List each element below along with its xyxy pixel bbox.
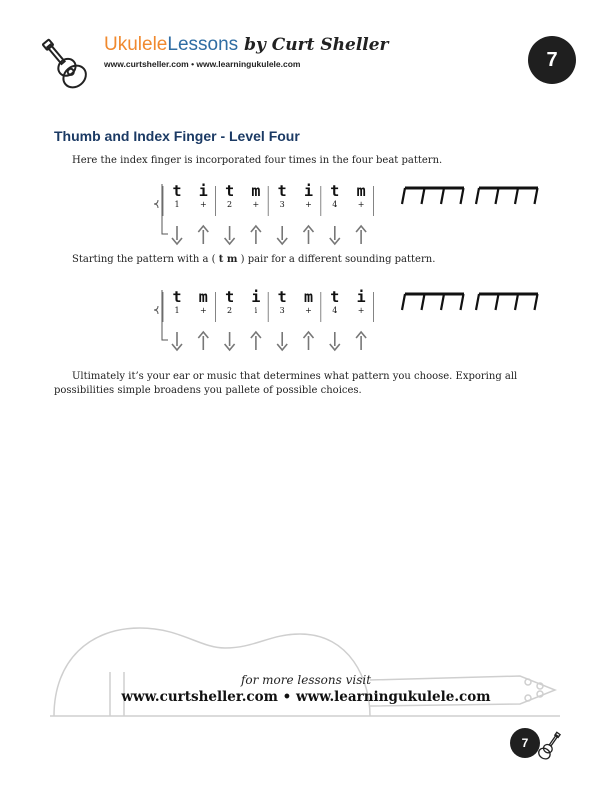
rhythm-stem bbox=[441, 294, 444, 310]
beat-4 bbox=[243, 288, 269, 316]
beat-5 bbox=[269, 182, 295, 210]
beat-8 bbox=[348, 288, 374, 316]
rhythm-stem bbox=[535, 188, 538, 204]
paragraph-conclusion: Ultimately it’s your ear or music that determines what pattern you choose. Exporing all possibilities simple broadens you pallete of possible choices. bbox=[54, 371, 518, 396]
finger-letter: i bbox=[198, 182, 208, 200]
header-urls: www.curtsheller.com • www.learningukulele.com bbox=[104, 59, 301, 69]
beat-count: + bbox=[305, 200, 312, 209]
rhythm-stem bbox=[515, 294, 518, 310]
beat-count: 3 bbox=[279, 306, 285, 315]
beat-count: + bbox=[252, 200, 260, 209]
beat-count: 4 bbox=[332, 200, 338, 209]
para2-after: ) pair for a different sounding pattern. bbox=[237, 254, 436, 265]
finger-letter: i bbox=[356, 288, 366, 306]
finger-letter: t bbox=[172, 288, 182, 306]
beat-6 bbox=[296, 288, 322, 316]
beat-2 bbox=[190, 182, 216, 210]
rhythm-stem bbox=[476, 294, 479, 310]
para2-bold: t m bbox=[218, 254, 238, 265]
beat-1 bbox=[164, 182, 190, 210]
rhythm-stem bbox=[422, 294, 425, 310]
beat-count: 4 bbox=[332, 306, 338, 315]
beat-7 bbox=[322, 288, 348, 316]
rhythm-stem bbox=[402, 294, 405, 310]
paragraph-tm-pair bbox=[72, 253, 435, 267]
rhythm-stem bbox=[441, 188, 444, 204]
beat-5 bbox=[269, 288, 295, 316]
finger-letter: m bbox=[198, 288, 208, 306]
bracket-brace bbox=[154, 200, 158, 208]
beat-count: 2 bbox=[227, 200, 233, 209]
beat-count: + bbox=[357, 306, 365, 315]
finger-letter: t bbox=[277, 288, 287, 306]
beat-4 bbox=[243, 182, 269, 210]
finger-letter: i bbox=[251, 288, 261, 306]
beat-count: + bbox=[305, 306, 312, 315]
bracket-brace bbox=[154, 306, 158, 314]
beat-7 bbox=[322, 182, 348, 210]
finger-letter: m bbox=[303, 288, 314, 306]
page-number-badge: 7 bbox=[528, 36, 576, 84]
footer-page-number-badge: 7 bbox=[510, 728, 540, 758]
strum-pattern-2 bbox=[140, 288, 560, 368]
section-title: Thumb and Index Finger - Level Four bbox=[54, 128, 300, 144]
ukulele-logo-icon bbox=[34, 34, 96, 96]
footer-ukulele-icon bbox=[536, 730, 562, 764]
beat-count: + bbox=[199, 200, 207, 209]
beat-3 bbox=[217, 288, 243, 316]
finger-row bbox=[164, 288, 372, 322]
finger-letter: t bbox=[277, 182, 287, 200]
finger-letter: t bbox=[225, 288, 235, 306]
beat-8 bbox=[348, 182, 374, 210]
finger-letter: i bbox=[303, 182, 314, 200]
beat-count: 2 bbox=[227, 306, 233, 315]
brand-lessons: Lessons bbox=[167, 34, 239, 55]
rhythm-stem bbox=[422, 188, 425, 204]
beat-count: i bbox=[254, 306, 258, 315]
rhythm-stem bbox=[402, 188, 405, 204]
beat-3 bbox=[217, 182, 243, 210]
finger-letter: m bbox=[251, 182, 261, 200]
finger-letter: t bbox=[330, 288, 340, 306]
brand-title bbox=[104, 34, 389, 56]
rhythm-stem bbox=[476, 188, 479, 204]
rhythm-stem bbox=[515, 188, 518, 204]
rhythm-stem bbox=[461, 188, 464, 204]
beat-6 bbox=[296, 182, 322, 210]
beat-count: 3 bbox=[279, 200, 285, 209]
beat-count: 1 bbox=[174, 306, 180, 315]
finger-letter: m bbox=[356, 182, 366, 200]
beat-count: + bbox=[357, 200, 365, 209]
para2-before: Starting the pattern with a ( bbox=[72, 254, 219, 265]
finger-letter: t bbox=[172, 182, 182, 200]
beat-2 bbox=[190, 288, 216, 316]
paragraph-intro: Here the index finger is incorporated four times in the four beat pattern. bbox=[72, 155, 443, 166]
rhythm-stem bbox=[461, 294, 464, 310]
brand-ukulele: Ukulele bbox=[104, 34, 168, 55]
rhythm-stem bbox=[535, 294, 538, 310]
strum-pattern-1 bbox=[140, 182, 560, 262]
finger-letter: t bbox=[330, 182, 340, 200]
rhythm-stem bbox=[496, 294, 499, 310]
footer-visit-text: for more lessons visit bbox=[240, 673, 372, 687]
finger-row bbox=[164, 182, 372, 216]
beat-count: 1 bbox=[174, 200, 180, 209]
beat-count: + bbox=[199, 306, 207, 315]
footer-urls: www.curtsheller.com • www.learningukulele.com bbox=[121, 689, 491, 705]
finger-letter: t bbox=[225, 182, 235, 200]
beat-1 bbox=[164, 288, 190, 316]
rhythm-stem bbox=[496, 188, 499, 204]
background-ukulele-icon bbox=[50, 620, 560, 720]
brand-author: by Curt Sheller bbox=[238, 35, 389, 55]
